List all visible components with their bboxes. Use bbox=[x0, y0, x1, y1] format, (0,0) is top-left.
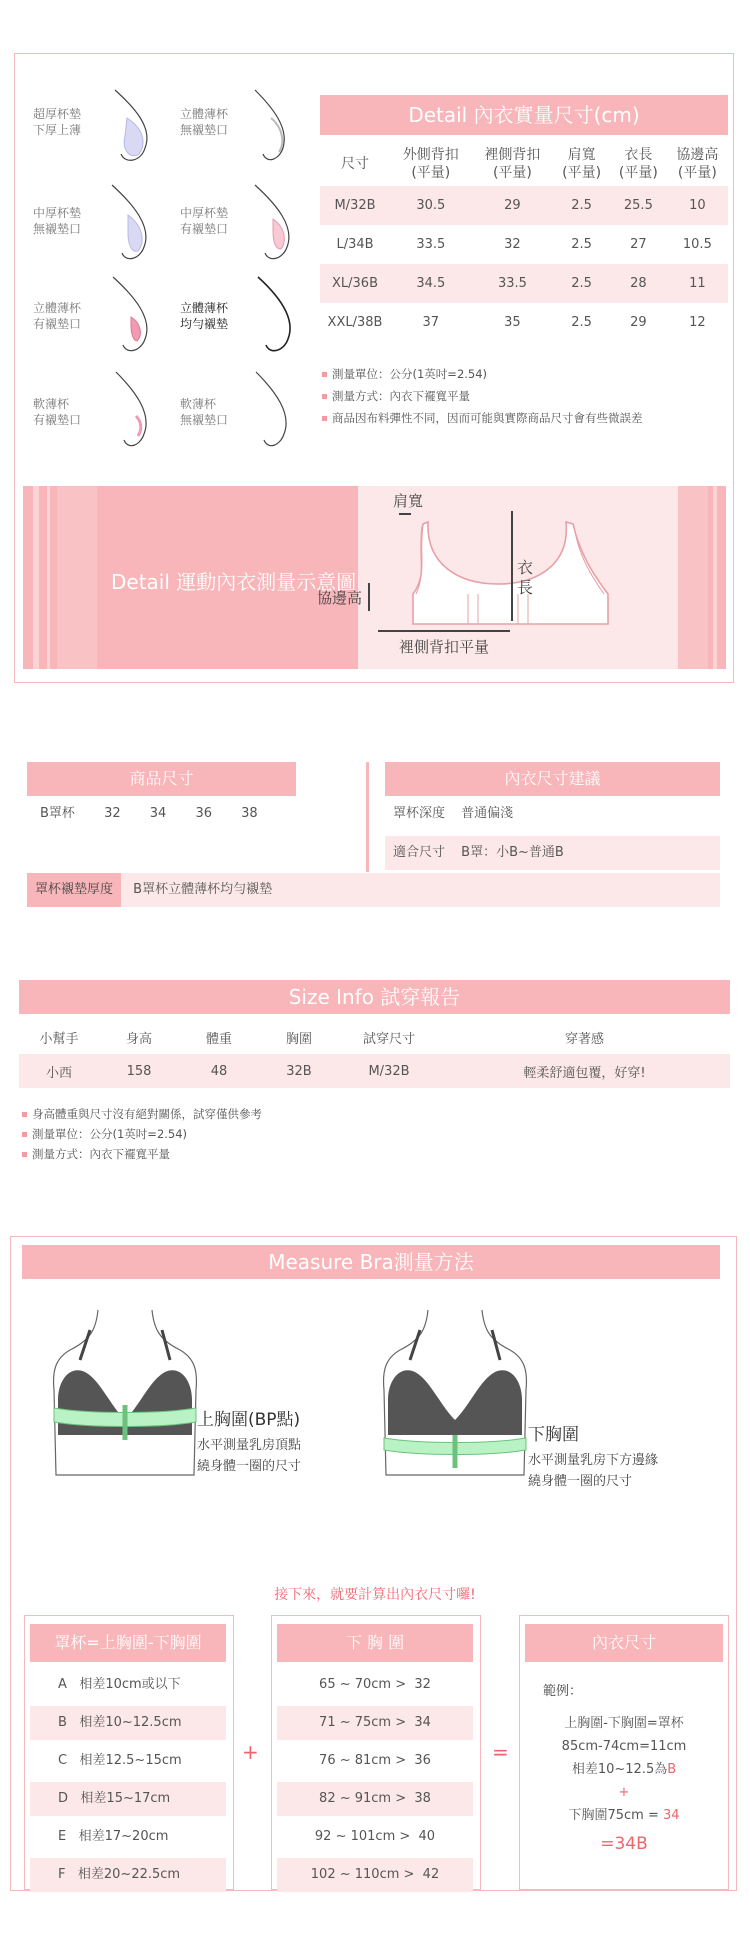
example-result: =34B bbox=[600, 1834, 648, 1854]
cup-row: C 相差12.5~15cm bbox=[58, 1753, 182, 1768]
shoulder-label: 肩寬 bbox=[393, 492, 424, 510]
example-line: 上胸圍-下胸圍=罩杯 bbox=[564, 1716, 684, 1731]
cup-label: B罩杯 bbox=[40, 806, 75, 821]
product-size-title: 商品尺寸 bbox=[27, 762, 296, 796]
band-measure-line bbox=[378, 630, 510, 632]
table-header: 體重 bbox=[205, 1031, 232, 1047]
under-list bbox=[277, 1668, 473, 1892]
table-header: 尺寸 bbox=[341, 156, 369, 172]
stripe bbox=[33, 486, 39, 669]
under-row: 76 ~ 81cm > 36 bbox=[319, 1753, 431, 1768]
cup-type-label: 中厚杯墊 有襯墊口 bbox=[180, 206, 229, 236]
cup-row: E 相差17~20cm bbox=[58, 1829, 169, 1844]
table-row bbox=[19, 1054, 730, 1088]
table-cell: M/32B bbox=[368, 1063, 410, 1079]
table-cell: 12 bbox=[689, 315, 706, 330]
table-cell: 37 bbox=[422, 315, 440, 330]
depth-label: 罩杯深度 bbox=[393, 806, 446, 821]
table-cell: 48 bbox=[210, 1063, 228, 1079]
cup-type-label: 軟薄杯 無襯墊口 bbox=[180, 397, 229, 427]
divider bbox=[366, 762, 369, 872]
detail-notes bbox=[322, 363, 732, 429]
table-row bbox=[320, 225, 728, 264]
table-cell: 2.5 bbox=[553, 186, 610, 225]
cup-shape-icon bbox=[110, 370, 160, 455]
length-label: 衣長 bbox=[517, 558, 534, 597]
under-row: 71 ~ 75cm > 34 bbox=[277, 1706, 473, 1740]
upper-bust-figure-icon bbox=[50, 1310, 200, 1480]
stripe bbox=[678, 486, 708, 669]
size-value: 38 bbox=[241, 806, 258, 821]
table-cell: 33.5 bbox=[416, 237, 446, 252]
cup-shape-icon bbox=[105, 275, 160, 360]
lower-bust-title: 下胸圍 bbox=[528, 1425, 579, 1445]
advice-title: 內衣尺寸建議 bbox=[385, 762, 720, 796]
bullet-icon bbox=[22, 1132, 27, 1137]
under-box-title: 下 胸 圍 bbox=[277, 1624, 473, 1662]
diagram-banner bbox=[23, 486, 726, 669]
lower-bust-figure-icon bbox=[380, 1310, 530, 1480]
note-item: 測量方式：內衣下襬寬平量 bbox=[22, 1144, 522, 1164]
side-measure-line bbox=[368, 583, 370, 611]
example-label: 範例： bbox=[543, 1684, 583, 1699]
example-line: 85cm-74cm=11cm bbox=[561, 1739, 687, 1754]
table-cell: 28 bbox=[610, 264, 667, 303]
cup-shape-icon bbox=[250, 370, 300, 455]
cup-type-label: 超厚杯墊 下厚上薄 bbox=[33, 107, 82, 137]
plus-sign: + bbox=[242, 1740, 259, 1764]
length-measure-line bbox=[511, 511, 513, 621]
cup-type-label: 中厚杯墊 無襯墊口 bbox=[33, 206, 82, 236]
note-item: 測量單位：公分(1英吋=2.54) bbox=[22, 1124, 522, 1144]
table-cell: L/34B bbox=[336, 237, 374, 252]
measure-title: Measure Bra測量方法 bbox=[22, 1245, 720, 1279]
advice-fit-row bbox=[385, 836, 720, 870]
table-row bbox=[320, 264, 728, 303]
table-cell: 27 bbox=[630, 237, 647, 252]
pad-label: 罩杯襯墊厚度 bbox=[27, 873, 121, 907]
product-size-row bbox=[40, 797, 340, 831]
size-info-title: Size Info 試穿報告 bbox=[19, 980, 730, 1014]
table-cell: 25.5 bbox=[610, 186, 667, 225]
table-cell: 32B bbox=[286, 1063, 312, 1079]
upper-bust-title: 上胸圍(BP點) bbox=[197, 1410, 301, 1430]
bullet-icon bbox=[22, 1112, 27, 1117]
cup-type-label: 立體薄杯 無襯墊口 bbox=[180, 107, 229, 137]
note-item: 測量單位：公分(1英吋=2.54) bbox=[322, 363, 732, 385]
fit-label: 適合尺寸 bbox=[393, 845, 446, 860]
size-value: 36 bbox=[195, 806, 212, 821]
table-cell: 10.5 bbox=[682, 237, 712, 252]
table-cell: 29 bbox=[630, 315, 647, 330]
cup-row: D 相差15~17cm bbox=[30, 1782, 226, 1816]
table-cell: 小西 bbox=[45, 1065, 72, 1081]
example-block bbox=[525, 1712, 723, 1856]
example-plus: + bbox=[618, 1785, 630, 1800]
lower-bust-desc: 水平測量乳房下方邊緣 繞身體一圈的尺寸 bbox=[528, 1453, 659, 1489]
upper-bust-desc: 水平測量乳房頂點 繞身體一圈的尺寸 bbox=[197, 1438, 302, 1474]
stripe bbox=[47, 486, 50, 669]
note-item: 身高體重與尺寸沒有絕對關係，試穿僅供參考 bbox=[22, 1104, 522, 1124]
cup-shape-icon bbox=[250, 275, 300, 360]
table-cell: 32 bbox=[504, 237, 521, 252]
table-cell: 30.5 bbox=[390, 186, 472, 225]
table-header: 小幫手 bbox=[39, 1031, 79, 1047]
stripe bbox=[57, 486, 97, 669]
pad-row bbox=[27, 873, 720, 907]
size-value: 34 bbox=[149, 806, 167, 821]
cup-list bbox=[30, 1668, 226, 1892]
equals-sign: = bbox=[492, 1740, 509, 1764]
table-cell: 11 bbox=[667, 264, 728, 303]
cup-type-label: 軟薄杯 有襯墊口 bbox=[33, 397, 82, 427]
table-cell: M/32B bbox=[320, 186, 390, 225]
note-item: 商品因布料彈性不同，因而可能與實際商品尺寸會有些微誤差 bbox=[322, 407, 732, 429]
table-cell: 2.5 bbox=[571, 315, 592, 330]
fit-value: B罩：小B~普通B bbox=[461, 845, 564, 860]
table-cell: XL/36B bbox=[320, 264, 390, 303]
note-item: 測量方式：內衣下襬寬平量 bbox=[322, 385, 732, 407]
table-cell: 33.5 bbox=[472, 264, 554, 303]
bullet-icon bbox=[22, 1152, 27, 1157]
table-cell: 輕柔舒適包覆，好穿! bbox=[523, 1065, 646, 1081]
table-header-row bbox=[19, 1020, 730, 1054]
table-header: 衣長 (平量) bbox=[618, 147, 658, 181]
table-cell: XXL/38B bbox=[327, 315, 383, 330]
size-value: 32 bbox=[104, 806, 121, 821]
table-header: 協邊高 (平量) bbox=[676, 147, 719, 181]
table-header: 身高 bbox=[125, 1031, 152, 1047]
table-row bbox=[320, 186, 728, 225]
advice-depth-row bbox=[385, 797, 720, 831]
detail-table-title: Detail 內衣實量尺寸(cm) bbox=[320, 95, 728, 135]
table-cell: 2.5 bbox=[553, 264, 610, 303]
example-line: 相差10~12.5為B bbox=[571, 1762, 677, 1777]
table-cell: 10 bbox=[667, 186, 728, 225]
under-row: 92 ~ 101cm > 40 bbox=[314, 1829, 436, 1844]
table-row bbox=[320, 303, 728, 342]
side-label: 協邊高 bbox=[317, 589, 363, 607]
table-cell: 29 bbox=[472, 186, 554, 225]
sports-bra-icon bbox=[398, 514, 628, 644]
calc-prompt: 接下來，就要計算出內衣尺寸囉! bbox=[274, 1587, 476, 1603]
pad-value: B罩杯立體薄杯均勻襯墊 bbox=[133, 882, 273, 897]
under-row: 102 ~ 110cm > 42 bbox=[277, 1858, 473, 1892]
cup-type-label: 立體薄杯 均勻襯墊 bbox=[180, 301, 229, 331]
depth-value: 普通偏淺 bbox=[461, 806, 514, 821]
cup-shape-icon bbox=[100, 183, 155, 268]
shoulder-measure-line bbox=[399, 513, 411, 515]
cup-box-title: 罩杯=上胸圍-下胸圍 bbox=[30, 1624, 226, 1662]
under-row: 65 ~ 70cm > 32 bbox=[319, 1677, 431, 1692]
bullet-icon bbox=[322, 394, 327, 399]
under-row: 82 ~ 91cm > 38 bbox=[277, 1782, 473, 1816]
size-info-table bbox=[19, 1020, 730, 1088]
table-header: 穿著感 bbox=[564, 1031, 604, 1047]
cup-row: B 相差10~12.5cm bbox=[30, 1706, 226, 1740]
diagram-title: Detail 運動內衣測量示意圖 bbox=[111, 570, 357, 594]
cup-shape-icon bbox=[95, 88, 155, 168]
example-line: 下胸圍75cm = 34 bbox=[568, 1808, 680, 1823]
table-header: 肩寬 (平量) bbox=[562, 147, 602, 181]
table-header: 外側背扣 (平量) bbox=[402, 147, 459, 181]
band-label: 裡側背扣平量 bbox=[399, 638, 490, 656]
size-info-notes bbox=[22, 1104, 522, 1164]
table-header: 試穿尺寸 bbox=[362, 1031, 415, 1047]
table-cell: 2.5 bbox=[571, 237, 592, 252]
detail-size-table bbox=[320, 142, 728, 342]
table-header: 裡側背扣 (平量) bbox=[484, 147, 541, 181]
cup-row: F 相差20~22.5cm bbox=[30, 1858, 226, 1892]
table-cell: 34.5 bbox=[390, 264, 472, 303]
stripe bbox=[713, 486, 717, 669]
bullet-icon bbox=[322, 372, 327, 377]
table-header: 胸圍 bbox=[285, 1031, 312, 1047]
table-cell: 35 bbox=[504, 315, 521, 330]
bullet-icon bbox=[322, 416, 327, 421]
cup-row: A 相差10cm或以下 bbox=[58, 1677, 181, 1692]
cup-shape-icon bbox=[245, 88, 295, 168]
cup-shape-icon bbox=[245, 183, 300, 268]
result-box-title: 內衣尺寸 bbox=[525, 1624, 723, 1662]
cup-type-label: 立體薄杯 有襯墊口 bbox=[33, 301, 82, 331]
table-cell: 158 bbox=[126, 1063, 152, 1079]
